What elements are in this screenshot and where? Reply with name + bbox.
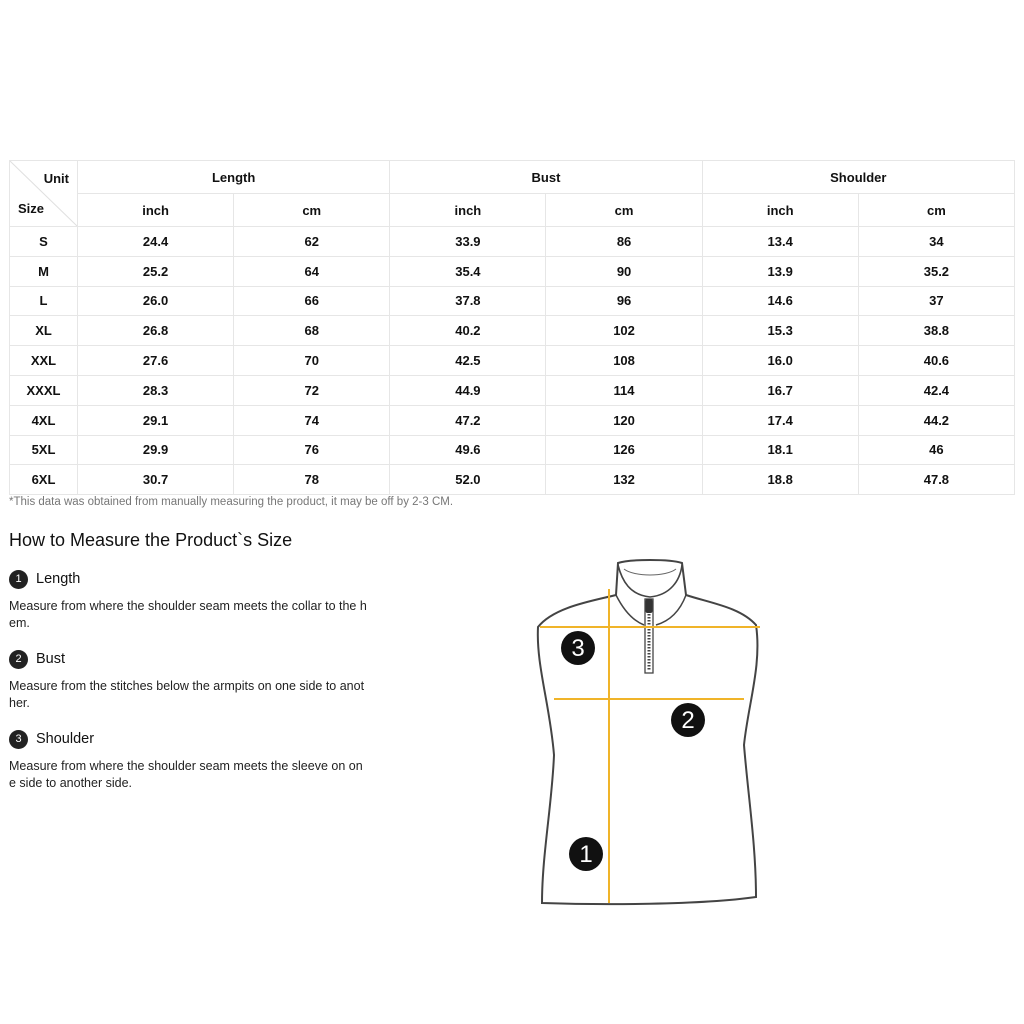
value-cell: 78 <box>234 465 390 495</box>
group-header-shoulder: Shoulder <box>702 161 1014 194</box>
guide-item-length <box>9 568 369 632</box>
table-row <box>10 346 1015 376</box>
value-cell: 29.1 <box>78 405 234 435</box>
value-cell: 72 <box>234 375 390 405</box>
value-cell: 40.6 <box>858 346 1014 376</box>
number-badge-icon: 2 <box>9 650 28 669</box>
value-cell: 68 <box>234 316 390 346</box>
table-group-header-row <box>10 161 1015 194</box>
value-cell: 14.6 <box>702 286 858 316</box>
size-label: Size <box>18 201 45 216</box>
table-row <box>10 465 1015 495</box>
size-cell: 5XL <box>10 435 78 465</box>
collar-fold-right <box>656 595 686 625</box>
value-cell: 42.4 <box>858 375 1014 405</box>
guide-title: How to Measure the Product`s Size <box>9 530 293 550</box>
size-cell: L <box>10 286 78 316</box>
table-row <box>10 256 1015 286</box>
number-badge-icon: 3 <box>9 730 28 749</box>
value-cell: 34 <box>858 227 1014 257</box>
table-row <box>10 375 1015 405</box>
value-cell: 70 <box>234 346 390 376</box>
size-chart-table <box>9 160 1015 495</box>
svg-text:1: 1 <box>579 841 593 868</box>
value-cell: 18.1 <box>702 435 858 465</box>
table-row <box>10 405 1015 435</box>
value-cell: 38.8 <box>858 316 1014 346</box>
value-cell: 30.7 <box>78 465 234 495</box>
value-cell: 120 <box>546 405 702 435</box>
guide-item-description: Measure from where the shoulder seam meets the sleeve on one side to another side. <box>9 759 363 790</box>
value-cell: 24.4 <box>78 227 234 257</box>
value-cell: 74 <box>234 405 390 435</box>
table-corner-cell <box>10 161 78 227</box>
value-cell: 17.4 <box>702 405 858 435</box>
value-cell: 37.8 <box>390 286 546 316</box>
value-cell: 62 <box>234 227 390 257</box>
value-cell: 16.7 <box>702 375 858 405</box>
table-row <box>10 227 1015 257</box>
guide-item-bust <box>9 648 369 712</box>
value-cell: 35.4 <box>390 256 546 286</box>
marker-length-icon <box>569 837 603 871</box>
value-cell: 46 <box>858 435 1014 465</box>
zipper-pull-icon <box>646 599 653 613</box>
group-header-bust: Bust <box>390 161 702 194</box>
value-cell: 37 <box>858 286 1014 316</box>
size-cell: M <box>10 256 78 286</box>
svg-text:3: 3 <box>571 635 585 662</box>
guide-item-description: Measure from where the shoulder seam meets the collar to the hem. <box>9 599 367 630</box>
guide-item-title: Shoulder <box>36 731 95 747</box>
table-body <box>10 227 1015 495</box>
value-cell: 132 <box>546 465 702 495</box>
value-cell: 28.3 <box>78 375 234 405</box>
value-cell: 66 <box>234 286 390 316</box>
unit-label: Unit <box>43 171 69 186</box>
value-cell: 126 <box>546 435 702 465</box>
number-badge-icon: 1 <box>9 570 28 589</box>
size-cell: XXXL <box>10 375 78 405</box>
guide-item-title: Length <box>36 571 81 587</box>
value-cell: 102 <box>546 316 702 346</box>
value-cell: 26.0 <box>78 286 234 316</box>
value-cell: 29.9 <box>78 435 234 465</box>
value-cell: 52.0 <box>390 465 546 495</box>
size-cell: 4XL <box>10 405 78 435</box>
size-cell: XXL <box>10 346 78 376</box>
value-cell: 47.2 <box>390 405 546 435</box>
unit-header: inch <box>702 194 858 227</box>
unit-header: cm <box>858 194 1014 227</box>
value-cell: 13.4 <box>702 227 858 257</box>
marker-shoulder-icon <box>561 631 595 665</box>
value-cell: 96 <box>546 286 702 316</box>
table-unit-header-row <box>10 194 1015 227</box>
collar-outline <box>618 565 682 597</box>
value-cell: 15.3 <box>702 316 858 346</box>
value-cell: 44.9 <box>390 375 546 405</box>
value-cell: 16.0 <box>702 346 858 376</box>
value-cell: 26.8 <box>78 316 234 346</box>
svg-text:2: 2 <box>681 707 695 734</box>
guide-item-shoulder <box>9 728 369 792</box>
unit-header: inch <box>390 194 546 227</box>
value-cell: 25.2 <box>78 256 234 286</box>
value-cell: 40.2 <box>390 316 546 346</box>
value-cell: 18.8 <box>702 465 858 495</box>
value-cell: 47.8 <box>858 465 1014 495</box>
collar-inner-line <box>624 569 676 575</box>
value-cell: 76 <box>234 435 390 465</box>
table-row <box>10 286 1015 316</box>
value-cell: 33.9 <box>390 227 546 257</box>
value-cell: 108 <box>546 346 702 376</box>
unit-header: cm <box>234 194 390 227</box>
value-cell: 64 <box>234 256 390 286</box>
unit-header: cm <box>546 194 702 227</box>
size-cell: XL <box>10 316 78 346</box>
value-cell: 42.5 <box>390 346 546 376</box>
unit-header: inch <box>78 194 234 227</box>
measurement-note: *This data was obtained from manually measuring the product, it may be off by 2-3 CM. <box>9 496 454 508</box>
value-cell: 114 <box>546 375 702 405</box>
collar-fold-left <box>616 595 644 625</box>
table-row <box>10 435 1015 465</box>
value-cell: 35.2 <box>858 256 1014 286</box>
vest-measurement-diagram <box>530 555 770 915</box>
marker-bust-icon <box>671 703 705 737</box>
value-cell: 44.2 <box>858 405 1014 435</box>
value-cell: 27.6 <box>78 346 234 376</box>
value-cell: 49.6 <box>390 435 546 465</box>
size-cell: S <box>10 227 78 257</box>
group-header-length: Length <box>78 161 390 194</box>
value-cell: 86 <box>546 227 702 257</box>
guide-item-title: Bust <box>36 651 66 667</box>
size-cell: 6XL <box>10 465 78 495</box>
value-cell: 13.9 <box>702 256 858 286</box>
guide-item-description: Measure from the stitches below the armpits on one side to another. <box>9 679 365 710</box>
table-row <box>10 316 1015 346</box>
value-cell: 90 <box>546 256 702 286</box>
